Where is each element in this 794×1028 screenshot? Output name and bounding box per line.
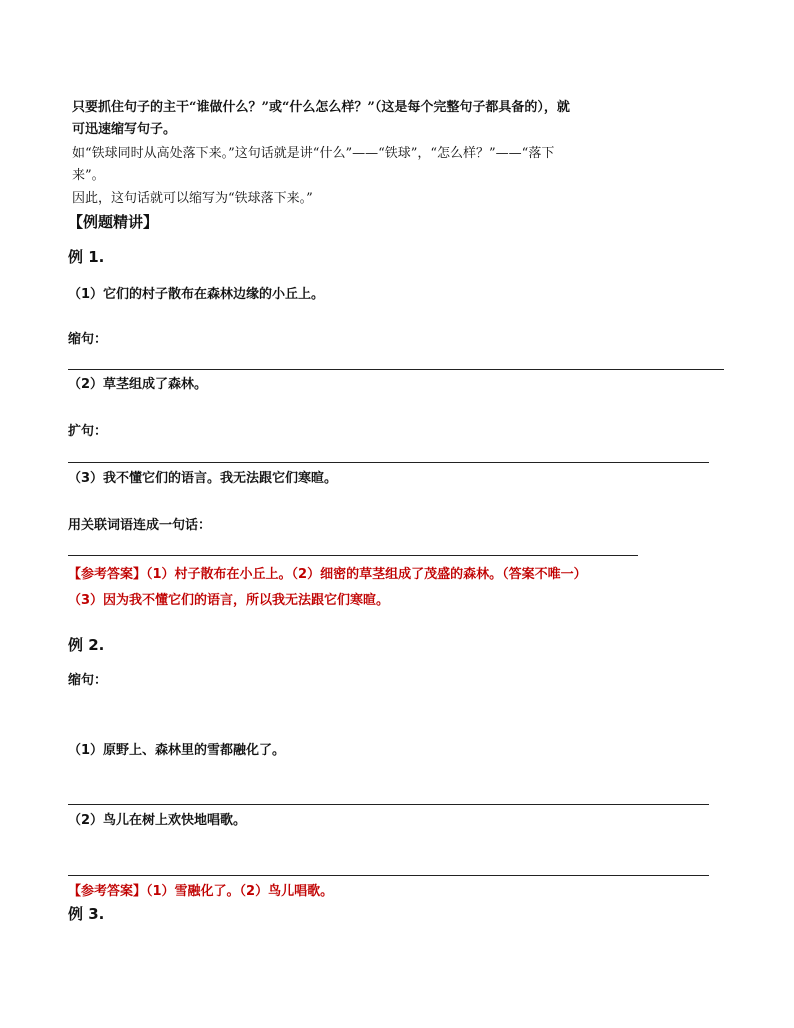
example-1-question-1: （1）它们的村子散布在森林边缘的小丘上。 xyxy=(68,287,325,302)
intro-line-3: 如“铁球同时从高处落下来。”这句话就是讲“什么”——“铁球”，“怎么样？”——“落下 xyxy=(72,146,555,161)
example-2-title: 例 2. xyxy=(68,636,105,654)
intro-line-5: 因此，这句话就可以缩写为“铁球落下来。” xyxy=(72,191,313,206)
answer-line-3 xyxy=(68,555,638,556)
example-1-question-3: （3）我不懂它们的语言。我无法跟它们寒暄。 xyxy=(68,471,338,486)
example-2-question-1: （1）原野上、森林里的雪都融化了。 xyxy=(68,743,286,758)
intro-line-2: 可迅速缩写句子。 xyxy=(72,122,177,137)
example-1-title: 例 1. xyxy=(68,248,105,266)
example-2-answer: 【参考答案】（1）雪融化了。（2）鸟儿唱歌。 xyxy=(68,884,334,899)
example-1-label-connect: 用关联词语连成一句话： xyxy=(68,518,212,533)
example-1-answer-line-2: （3）因为我不懂它们的语言，所以我无法跟它们寒暄。 xyxy=(68,593,390,608)
intro-line-1: 只要抓住句子的主干“谁做什么？”或“什么怎么样？”（这是每个完整句子都具备的），就 xyxy=(72,100,570,115)
answer-line-4 xyxy=(68,804,709,805)
answer-line-2 xyxy=(68,462,709,463)
example-1-question-2: （2）草茎组成了森林。 xyxy=(68,377,208,392)
example-1-label-shorten: 缩句： xyxy=(68,332,108,347)
example-1-label-expand: 扩句： xyxy=(68,424,108,439)
example-2-label-shorten: 缩句： xyxy=(68,673,108,688)
example-1-answer-line-1: 【参考答案】（1）村子散布在小丘上。（2）细密的草茎组成了茂盛的森林。（答案不唯一） xyxy=(68,567,587,582)
answer-line-1 xyxy=(68,369,724,370)
section-title: 【例题精讲】 xyxy=(68,213,159,231)
example-3-title: 例 3. xyxy=(68,905,105,923)
intro-line-4: 来”。 xyxy=(72,168,105,183)
answer-line-5 xyxy=(68,875,709,876)
example-2-question-2: （2）鸟儿在树上欢快地唱歌。 xyxy=(68,813,247,828)
